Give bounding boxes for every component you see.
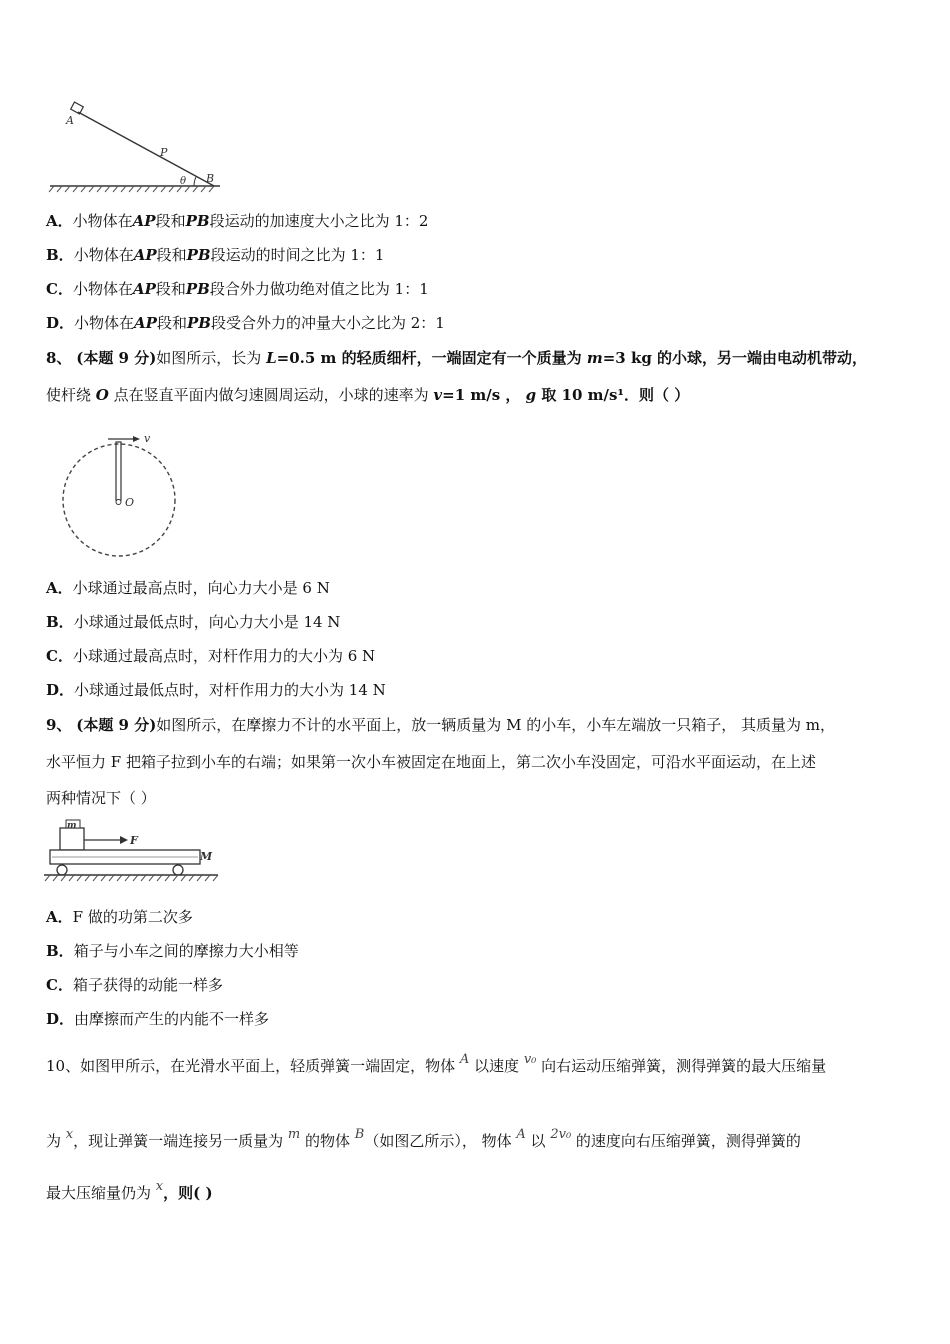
q8-option-c: C．小球通过最高点时，对杆作用力的大小为 6 N <box>46 647 376 665</box>
label-O: O <box>125 496 135 509</box>
q9-stem-line1: 9、 (本题 9 分)如图所示，在摩擦力不计的水平面上，放一辆质量为 M 的小车，小车左端放一只箱子， 其质量为 m， <box>46 716 835 734</box>
q7-option-c: C．小物体在AP段和PB段合外力做功绝对值之比为 1：1 <box>46 280 429 298</box>
cart-figure <box>42 818 222 888</box>
label-B: B <box>206 172 215 185</box>
q8-stem-line2: 使杆绕 O 点在竖直平面内做匀速圆周运动，小球的速率为 v=1 m/s ， g 取 10 m/s¹．则（ ） <box>46 386 690 404</box>
q7-option-d: D．小物体在AP段和PB段受合外力的冲量大小之比为 2：1 <box>46 314 445 332</box>
label-theta: θ <box>180 176 187 187</box>
q7-option-a: A．小物体在AP段和PB段运动的加速度大小之比为 1：2 <box>46 212 429 230</box>
label-v: v <box>144 432 151 445</box>
label-A: A <box>66 114 74 127</box>
q9-option-b: B．箱子与小车之间的摩擦力大小相等 <box>46 942 299 960</box>
label-M: M <box>200 850 213 863</box>
circle-figure <box>56 428 186 562</box>
q9-option-a: A．F 做的功第二次多 <box>46 908 193 926</box>
q10-stem-line2: 为 x，现让弹簧一端连接另一质量为 m 的物体 B（如图乙所示）， 物体 A 以 2v₀ 的速度向右压缩弹簧，测得弹簧的 <box>46 1127 801 1150</box>
q9-stem-line2: 水平恒力 F 把箱子拉到小车的右端；如果第一次小车被固定在地面上，第二次小车没固定，可沿水平面运动，在上述 <box>46 753 816 771</box>
label-m: m <box>67 821 77 831</box>
q9-option-d: D．由摩擦而产生的内能不一样多 <box>46 1010 270 1028</box>
q8-option-d: D．小球通过最低点时，对杆作用力的大小为 14 N <box>46 681 386 699</box>
q8-option-a: A．小球通过最高点时，向心力大小是 6 N <box>46 579 330 597</box>
label-P: P <box>160 146 168 159</box>
incline-figure <box>44 98 224 194</box>
q8-stem-line1: 8、 (本题 9 分)如图所示，长为 L=0.5 m 的轻质细杆，一端固定有一个质量为 m=3 kg 的小球，另一端由电动机带动， <box>46 349 868 367</box>
q9-option-c: C．箱子获得的动能一样多 <box>46 976 223 994</box>
q7-option-b: B．小物体在AP段和PB段运动的时间之比为 1：1 <box>46 246 385 264</box>
q10-stem-line1: 10、如图甲所示，在光滑水平面上，轻质弹簧一端固定，物体 A 以速度 v₀ 向右运动压缩弹簧，测得弹簧的最大压缩量 <box>46 1052 827 1075</box>
q9-stem-line3: 两种情况下（ ） <box>46 789 156 807</box>
label-F: F <box>130 834 138 847</box>
q10-stem-line3: 最大压缩量仍为 x，则( ) <box>46 1179 213 1202</box>
q8-option-b: B．小球通过最低点时，向心力大小是 14 N <box>46 613 341 631</box>
